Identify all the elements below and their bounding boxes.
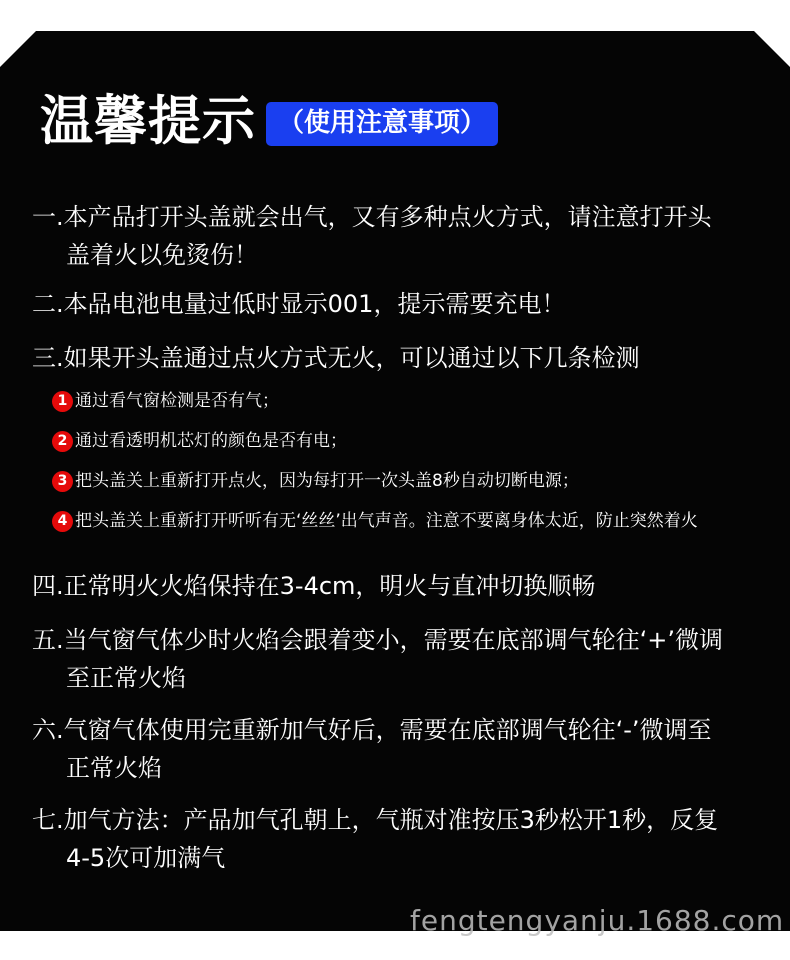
item-number: 二. bbox=[32, 290, 64, 318]
notice-item-4 bbox=[32, 567, 767, 605]
red-number-badge: 1 bbox=[52, 391, 73, 412]
item-text: 本品电池电量过低时显示001，提示需要充电！ bbox=[63, 290, 566, 318]
item-text: 正常明火火焰保持在3-4cm，明火与直冲切换顺畅 bbox=[63, 572, 596, 600]
check-text: 通过看透明机芯灯的颜色是否有电； bbox=[75, 431, 347, 451]
notice-item-3 bbox=[32, 339, 767, 377]
check-text: 通过看气窗检测是否有气； bbox=[75, 391, 279, 411]
item-text: 如果开头盖通过点火方式无火，可以通过以下几条检测 bbox=[63, 344, 640, 372]
check-text: 把头盖关上重新打开听听有无‘丝丝’出气声音。注意不要离身体太近，防止突然着火 bbox=[75, 511, 698, 531]
check-item-1 bbox=[52, 389, 782, 413]
notice-item-7 bbox=[32, 801, 767, 877]
item-text: 加气方法：产品加气孔朝上，气瓶对准按压3秒松开1秒，反复 bbox=[63, 806, 719, 834]
red-number-badge: 2 bbox=[52, 431, 73, 452]
check-text: 把头盖关上重新打开点火，因为每打开一次头盖8秒自动切断电源； bbox=[75, 471, 579, 491]
item-number: 七. bbox=[32, 806, 64, 834]
notice-item-2 bbox=[32, 285, 767, 323]
item-number: 四. bbox=[32, 572, 64, 600]
item-text-continued: 盖着火以免烫伤！ bbox=[66, 241, 258, 269]
notice-item-6 bbox=[32, 711, 767, 787]
item-text-continued: 正常火焰 bbox=[66, 754, 162, 782]
item-text: 气窗气体使用完重新加气好后，需要在底部调气轮往‘-’微调至 bbox=[63, 716, 712, 744]
check-item-2 bbox=[52, 429, 782, 453]
item-text: 本产品打开头盖就会出气，又有多种点火方式，请注意打开头 bbox=[63, 203, 712, 231]
item-text-continued: 至正常火焰 bbox=[66, 664, 186, 692]
item-text-continued: 4-5次可加满气 bbox=[66, 844, 226, 872]
item-number: 三. bbox=[32, 344, 64, 372]
item-number: 五. bbox=[32, 626, 64, 654]
header bbox=[40, 90, 498, 154]
subtitle-badge: （使用注意事项） bbox=[266, 102, 498, 146]
watermark: fengtengyanju.1688.com bbox=[410, 904, 785, 937]
notice-item-1 bbox=[32, 198, 767, 274]
item-text: 当气窗气体少时火焰会跟着变小，需要在底部调气轮往‘+’微调 bbox=[63, 626, 724, 654]
item-number: 一. bbox=[32, 203, 64, 231]
red-number-badge: 3 bbox=[52, 471, 73, 492]
red-number-badge: 4 bbox=[52, 511, 73, 532]
check-item-4 bbox=[52, 509, 782, 533]
check-item-3 bbox=[52, 469, 782, 493]
page-title: 温馨提示 bbox=[40, 91, 256, 152]
notice-item-5 bbox=[32, 621, 767, 697]
item-number: 六. bbox=[32, 716, 64, 744]
